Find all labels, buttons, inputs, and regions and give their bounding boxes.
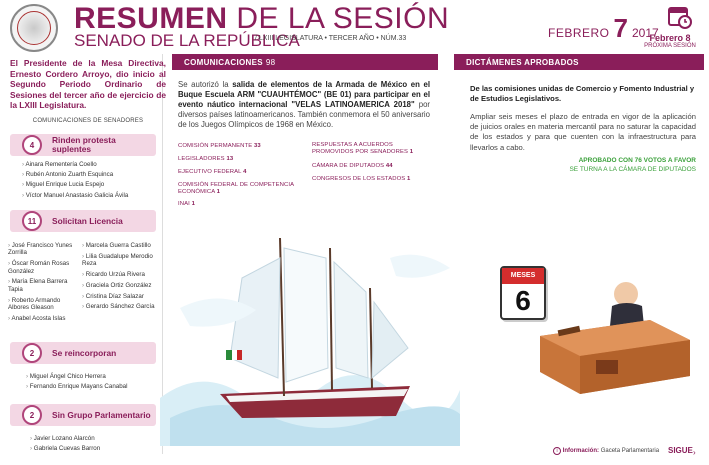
group-title: Sin Grupo Parlamentario	[52, 409, 151, 420]
group-header-suplentes	[10, 134, 156, 156]
list-item: › Anabel Acosta Islas	[8, 315, 80, 322]
stat-item: CÁMARA DE DIPUTADOS 44	[312, 163, 393, 169]
communications-bar: COMUNICACIONES 98	[172, 54, 438, 70]
calendar-card: MESES 6	[500, 266, 546, 320]
list-item: › Gerardo Sánchez García	[82, 303, 164, 310]
count-badge: 4	[22, 135, 42, 155]
licencia-list-col2	[82, 242, 164, 314]
stat-item: COMISIÓN PERMANENTE 33	[178, 143, 261, 149]
page-subtitle: SENADO DE LA REPÚBLICA	[74, 31, 300, 50]
approved-bar: DICTÁMENES APROBADOS	[454, 54, 704, 70]
list-item: › Rubén Antonio Zuarth Esquinca	[22, 170, 128, 180]
approval-status: APROBADO CON 76 VOTOS A FAVOR SE TURNA A LA CÁMARA DE DIPUTADOS	[569, 157, 696, 173]
stat-item: RESPUESTAS A ACUERDOS PROMOVIDOS POR SENADORES 1	[312, 142, 414, 155]
list-item: › Roberto Armando Albores Gleason	[8, 297, 80, 312]
senate-seal-icon	[10, 4, 58, 52]
calendar-clock-icon	[668, 5, 692, 29]
dictamen-title: De las comisiones unidas de Comercio y Fomento Industrial y de Estudios Legislativos.	[470, 84, 695, 103]
list-item: › Óscar Román Rosas González	[8, 260, 80, 275]
group-title: Se reincorporan	[52, 347, 117, 358]
source-info: i Información: Gaceta Parlamentaria	[553, 447, 659, 455]
licencia-list-col1	[8, 242, 80, 326]
chevron-right-icon[interactable]: ›	[693, 448, 696, 457]
list-item: › Lilia Guadalupe Merodio Reza	[82, 253, 164, 268]
group-header-reincorporan	[10, 342, 156, 364]
list-item: › María Elena Barrera Tapia	[8, 278, 80, 293]
next-page-link[interactable]: SIGUE	[668, 446, 693, 455]
reincorporan-list	[26, 372, 127, 392]
list-item: › Ainara Rementería Coello	[22, 160, 128, 170]
stat-item: LEGISLADORES 13	[178, 156, 234, 162]
group-header-licencia	[10, 210, 156, 232]
list-item: › Marcela Guerra Castillo	[82, 242, 164, 249]
stats-right	[312, 140, 413, 186]
list-item: › José Francisco Yunes Zorrilla	[8, 242, 80, 257]
stat-item: INAI 1	[178, 201, 195, 207]
session-date: FEBRERO 7 2017	[548, 13, 659, 43]
stats-left	[178, 140, 294, 211]
count-badge: 11	[22, 211, 42, 231]
list-item: › Fernando Enrique Mayans Canabal	[26, 382, 127, 392]
stat-item: EJECUTIVO FEDERAL 4	[178, 169, 247, 175]
dictamen-body: Ampliar seis meses el plazo de entrada en vigor de la aplicación de juicios orales en materia mercantil para no saturar la capacidad de los estados y para que cuenten con la infraestructura para llevarlos a cabo.	[470, 112, 696, 152]
group-title: Rinden protesta suplentes	[52, 135, 116, 154]
list-item: › Miguel Ángel Chico Herrera	[26, 372, 127, 382]
group-header-sin-grupo	[10, 404, 156, 426]
next-session: Febrero 8 PRÓXIMA SESIÓN	[644, 33, 696, 49]
senators-heading: COMUNICACIONES DE SENADORES	[32, 118, 144, 124]
list-item: › Javier Lozano Alarcón	[30, 434, 100, 444]
sin-grupo-list	[30, 434, 100, 454]
suplentes-list	[22, 160, 128, 201]
session-intro: El Presidente de la Mesa Directiva, Ernesto Cordero Arroyo, dio inicio al Segundo Periodo Ordinario de Sesiones del tercer año de ejercicio de la LXIII Legislatura.	[10, 58, 166, 110]
list-item: › Ricardo Urzúa Rivera	[82, 271, 164, 278]
list-item: › Cristina Díaz Salazar	[82, 293, 164, 300]
page-title: RESUMEN DE LA SESIÓN	[74, 2, 450, 35]
list-item: › Miguel Enrique Lucia Espejo	[22, 180, 128, 190]
list-item: › Gabriela Cuevas Barron	[30, 444, 100, 454]
judge-illustration	[530, 276, 700, 426]
legislature-meta: / LXIII LEGISLATURA • TERCER AÑO • NÚM.33	[255, 35, 407, 42]
communications-story: Se autorizó la salida de elementos de la Armada de México en el Buque Escuela ARM "CUAUHTÉMOC" (BE 01) para participar en el evento náutico internacional "VELAS LATINOAMERICA 2018" por diversos países latinoamericanos. También conmemora el 50 aniversario de los Juegos Olímpicos de 1968 en México.	[178, 80, 431, 129]
list-item: › Graciela Ortiz González	[82, 282, 164, 289]
count-badge: 2	[22, 405, 42, 425]
group-title: Solicitan Licencia	[52, 215, 123, 226]
info-icon: i	[553, 447, 561, 455]
list-item: › Víctor Manuel Anastasio Galicia Ávila	[22, 191, 128, 201]
count-badge: 2	[22, 343, 42, 363]
ship-illustration	[160, 218, 460, 446]
stat-item: CONGRESOS DE LOS ESTADOS 1	[312, 176, 411, 182]
stat-item: COMISIÓN FEDERAL DE COMPETENCIA ECONÓMICA 1	[178, 182, 295, 195]
